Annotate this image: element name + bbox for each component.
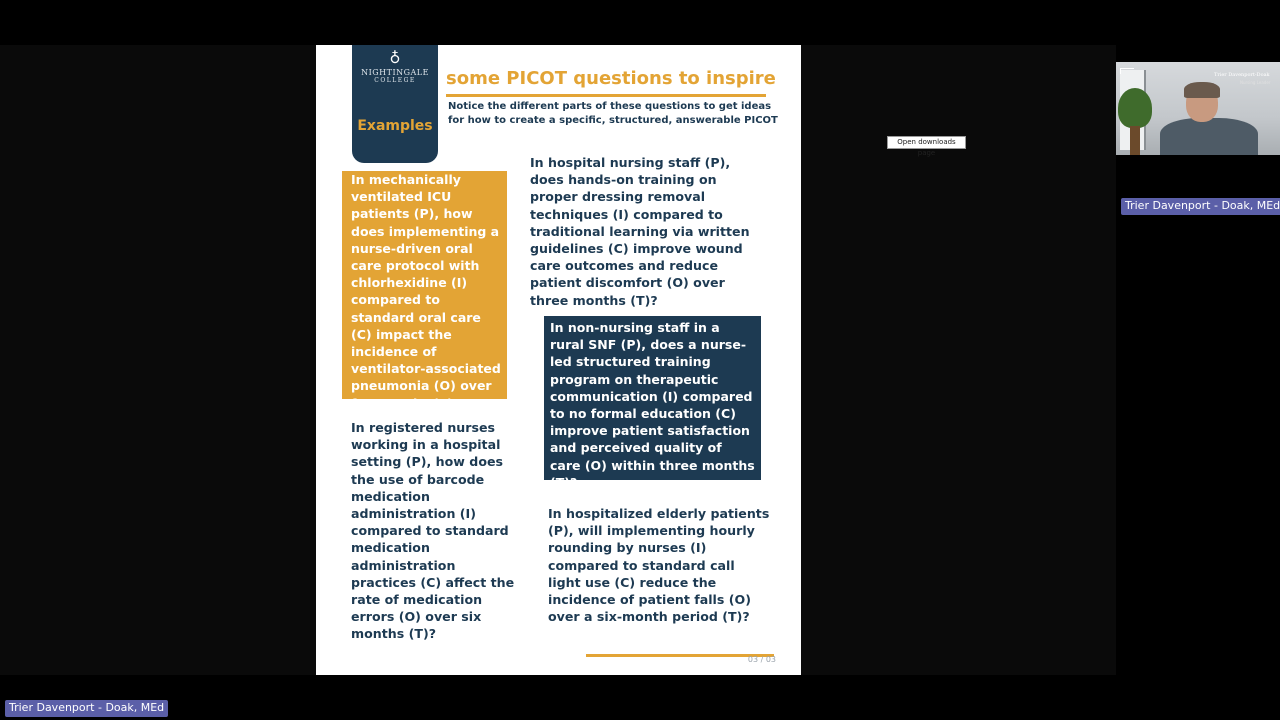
plant-pot [1130, 126, 1140, 155]
presenter-name-label: Trier Davenport - Doak, MEd [5, 700, 168, 717]
picot-question-navy: In non-nursing staff in a rural SNF (P), does a nurse-led structured training program on therapeutic communication (I) compared to no formal education (C) improve patient satisfaction and perceived quality of care (O) within three months (T)? [544, 316, 761, 480]
open-downloads-tooltip[interactable]: Open downloads page [887, 136, 966, 149]
participant-body [1160, 118, 1258, 155]
logo-tab [352, 45, 438, 163]
title-underline [446, 94, 766, 97]
corner-bracket-icon [1120, 68, 1134, 74]
logo-sub: COLLEGE [374, 77, 416, 84]
picot-question-right-bottom: In hospitalized elderly patients (P), will implementing hourly rounding by nurses (I) compared to standard call light use (C) reduce the incidence of patient falls (O) over a six-month period (T)? [548, 506, 770, 625]
slide-title: some PICOT questions to inspire [446, 68, 776, 89]
plant-icon [1118, 88, 1152, 128]
examples-label: Examples [357, 118, 433, 134]
shared-slide [316, 45, 801, 675]
participant-hair [1184, 82, 1220, 98]
flame-icon: ♁ [389, 49, 401, 67]
slide-subtitle: Notice the different parts of these questions to get ideas for how to create a specific, structured, answerable PICOT [448, 101, 778, 126]
picot-question-right-top: In hospital nursing staff (P), does hands-on training on proper dressing removal techniques (I) compared to traditional learning via written guidelines (C) improve wound care outcomes and reduce patient discomfort (O) over three months (T)? [530, 155, 750, 308]
participant-name-label: Trier Davenport - Doak, MEd [1121, 198, 1280, 215]
participant-video-tile[interactable] [1116, 62, 1280, 155]
video-overlay-sub: Nursing Leader [1240, 80, 1271, 85]
video-overlay-title: Trier Davenport-Doak [1214, 72, 1270, 78]
logo-name: NIGHTINGALE [361, 68, 429, 77]
picot-question-left-bottom: In registered nurses working in a hospital setting (P), how does the use of barcode medication administration (I) compared to standard medication administration practices (C) affect the rate of medication errors (O) over six months (T)? [351, 420, 515, 642]
page-number: 03 / 03 [747, 655, 776, 664]
picot-question-gold: In mechanically ventilated ICU patients (P), how does implementing a nurse-driven oral care protocol with chlorhexidine (I) compared to standard oral care (C) impact the incidence of ventilator-associated pneumonia (O) over four weeks (T)? [342, 171, 507, 399]
